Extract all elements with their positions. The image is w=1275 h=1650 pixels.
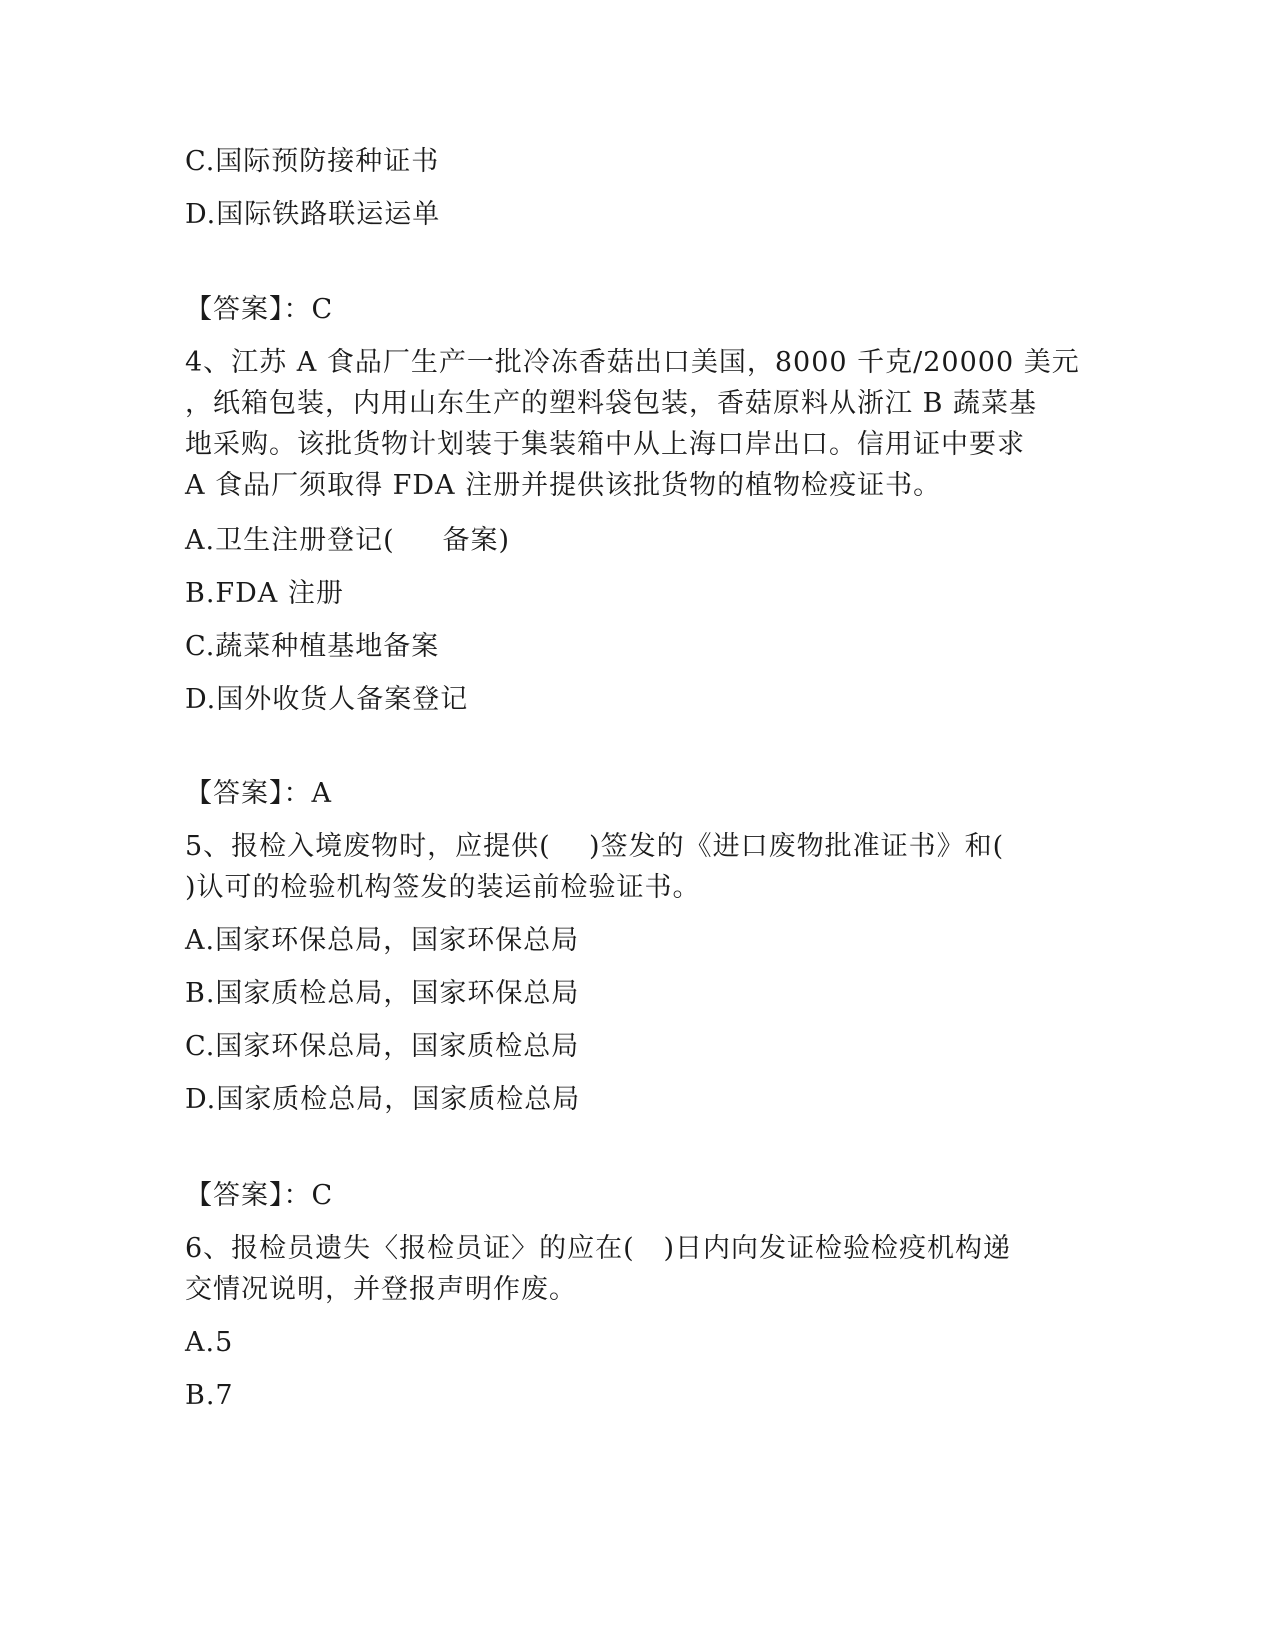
q4-stem-line-1: 4、江苏 A 食品厂生产一批冷冻香菇出口美国，8000 千克/20000 美元 <box>185 347 1080 378</box>
q3-option-d: D.国际铁路联运运单 <box>185 199 441 230</box>
q6-stem-line-2: 交情况说明，并登报声明作废。 <box>185 1274 577 1305</box>
q5-option-a: A.国家环保总局，国家环保总局 <box>185 925 580 956</box>
q4-option-a: A.卫生注册登记( 备案) <box>185 525 511 556</box>
q4-stem-line-4: A 食品厂须取得 FDA 注册并提供该批货物的植物检疫证书。 <box>185 470 942 501</box>
q3-answer: 【答案】：C <box>185 294 334 325</box>
q5-option-c: C.国家环保总局，国家质检总局 <box>185 1031 580 1062</box>
q5-answer: 【答案】：C <box>185 1180 334 1211</box>
q4-answer: 【答案】：A <box>185 778 332 809</box>
q5-option-d: D.国家质检总局，国家质检总局 <box>185 1084 581 1115</box>
q4-option-c: C.蔬菜种植基地备案 <box>185 631 440 662</box>
q6-option-a: A.5 <box>185 1327 234 1358</box>
q3-option-c: C.国际预防接种证书 <box>185 146 440 177</box>
q4-stem-line-2: ，纸箱包装，内用山东生产的塑料袋包装，香菇原料从浙江 B 蔬菜基 <box>185 388 1038 419</box>
q6-option-b: B.7 <box>185 1380 234 1411</box>
q4-option-d: D.国外收货人备案登记 <box>185 684 469 715</box>
q5-stem-line-2: )认可的检验机构签发的装运前检验证书。 <box>185 872 701 903</box>
q6-stem-line-1: 6、报检员遗失〈报检员证〉的应在( )日内向发证检验检疫机构递 <box>185 1233 1011 1264</box>
q4-option-b: B.FDA 注册 <box>185 578 344 609</box>
q4-stem-line-3: 地采购。该批货物计划装于集装箱中从上海口岸出口。信用证中要求 <box>185 429 1025 460</box>
q5-stem-line-1: 5、报检入境废物时，应提供( )签发的《进口废物批准证书》和( <box>185 831 1005 862</box>
q5-option-b: B.国家质检总局，国家环保总局 <box>185 978 580 1009</box>
